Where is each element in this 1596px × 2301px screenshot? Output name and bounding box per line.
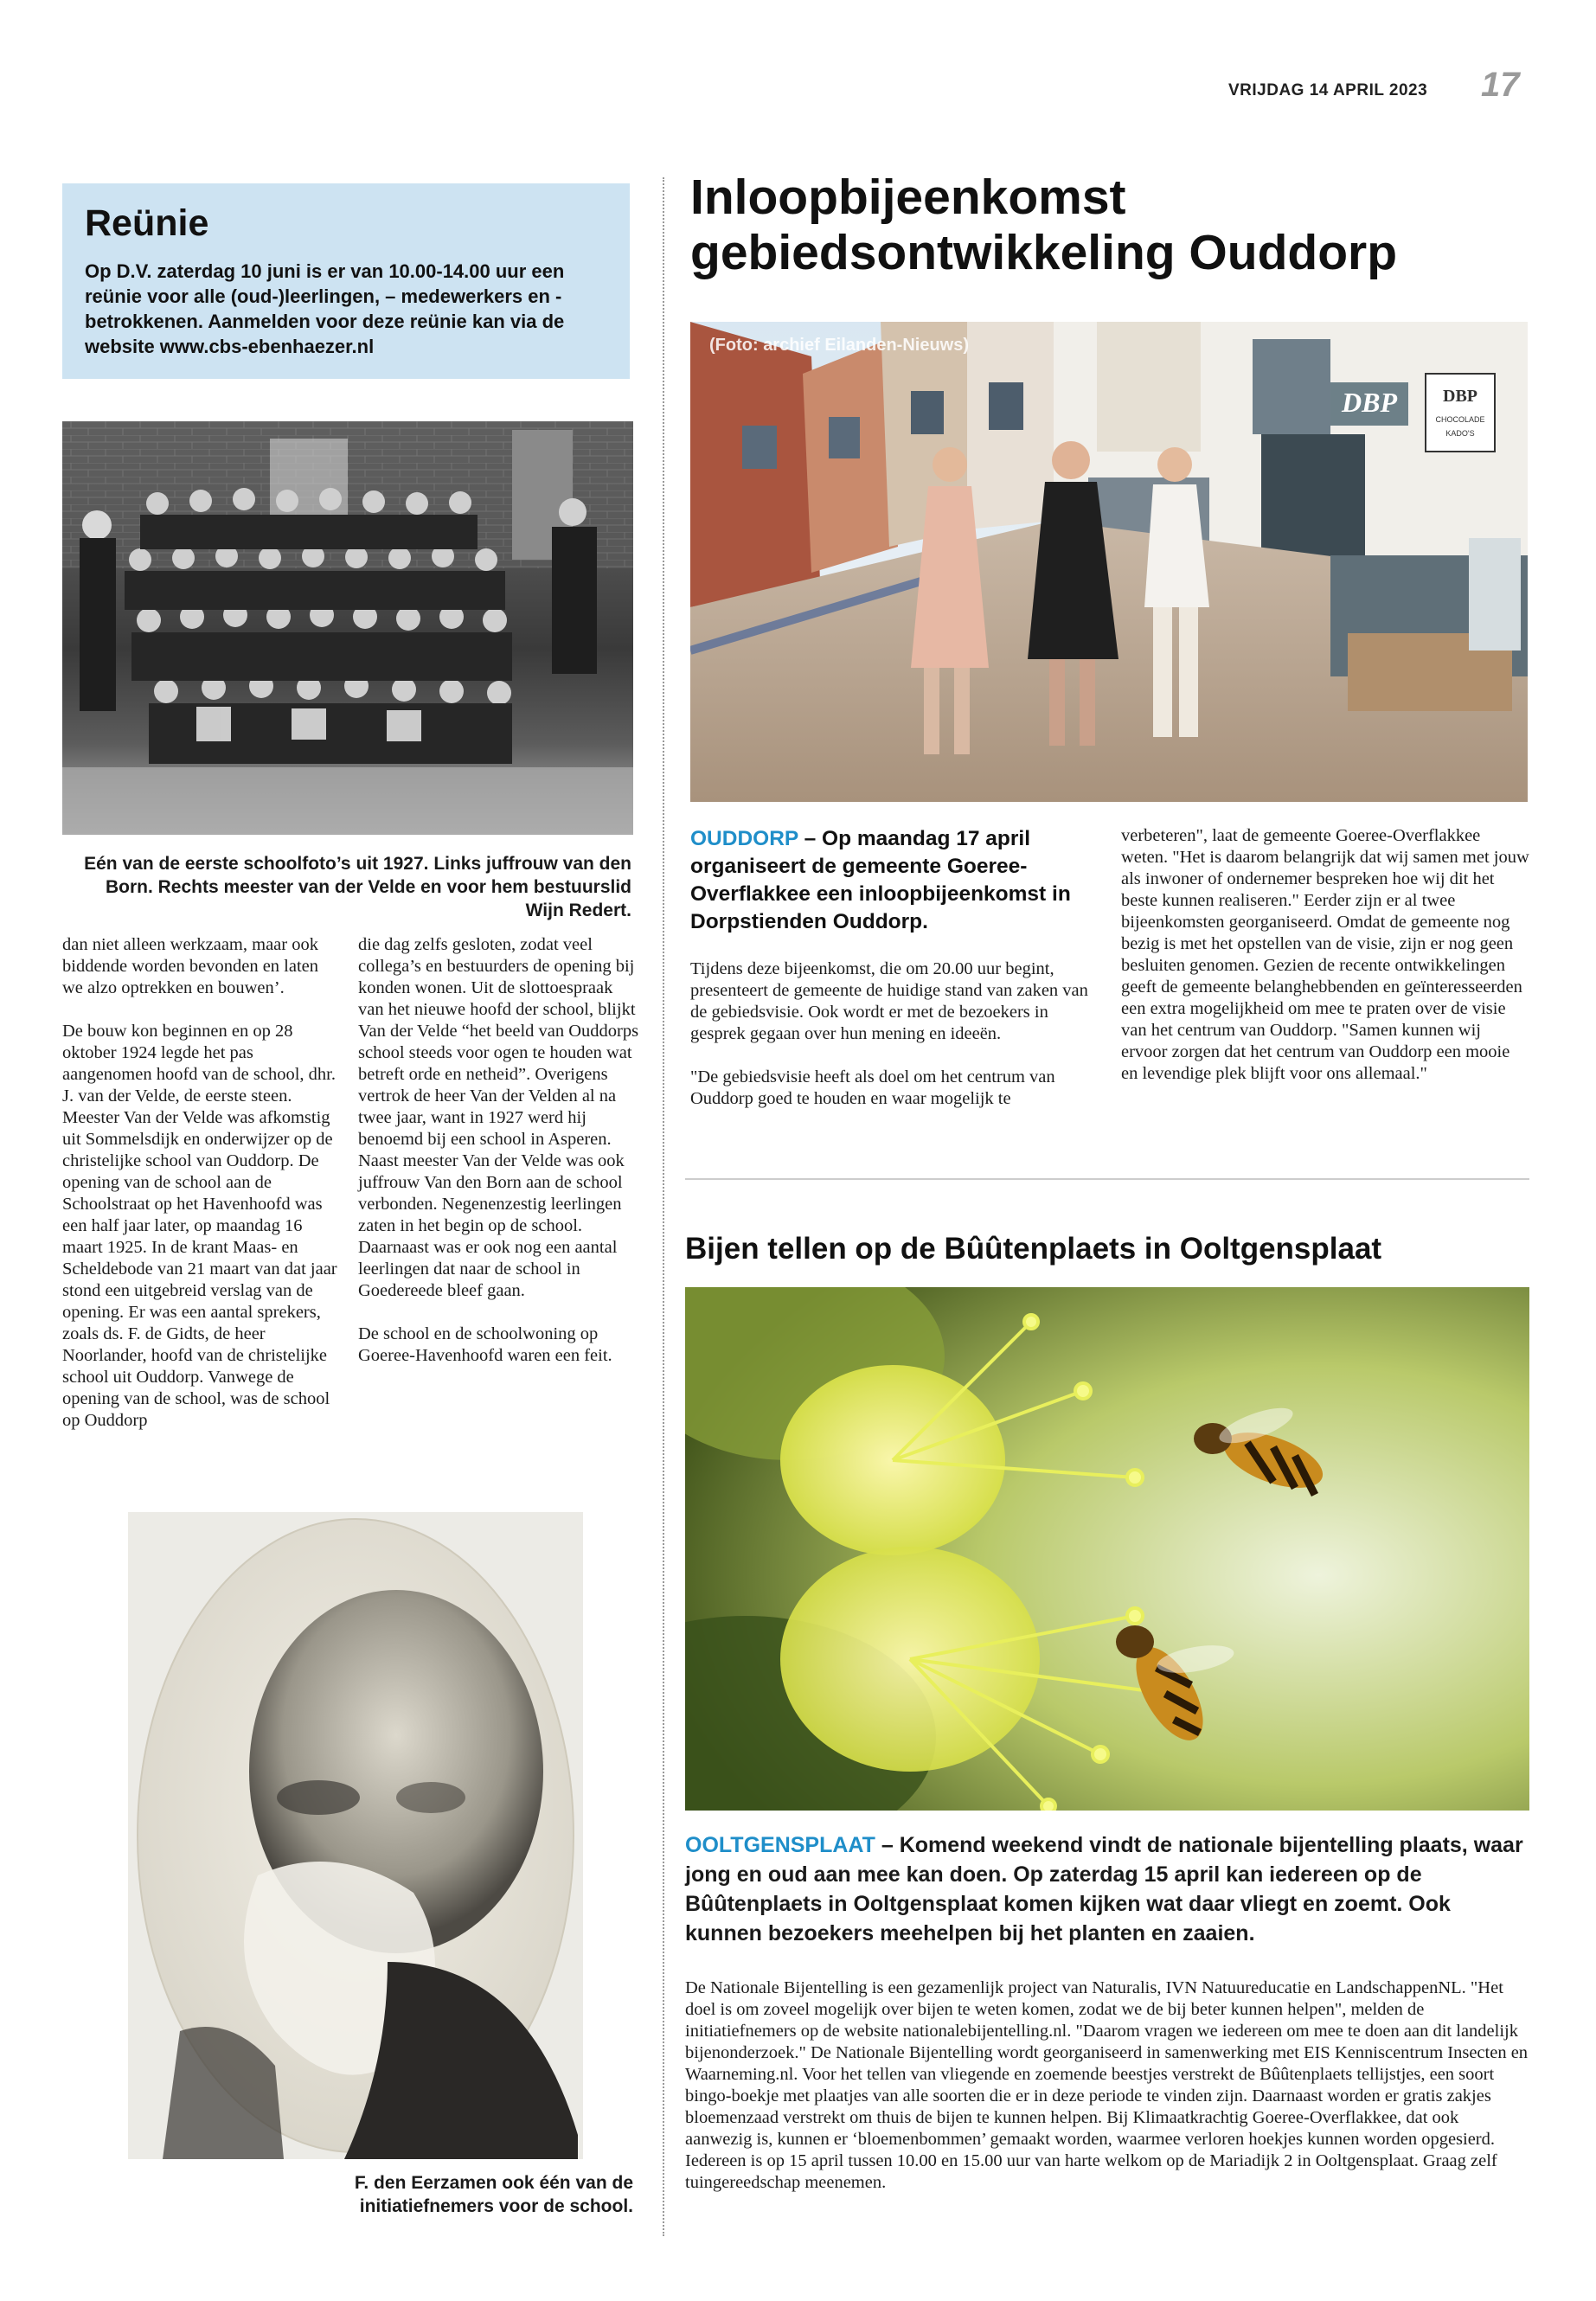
inloop-paragraph: verbeteren", laat de gemeente Goeree-Overflakkee weten. "Het is daarom belangrijk dat wij samen met jouw als inwoner of ondernemer bespreken hoe wij dit het beste kunnen realiseren." Eerder zijn er al twee bijeenkomsten georganiseerd. Omdat de gemeente nog bezig is met het opstellen van de visie, zijn er nog geen besluiten genomen. Gezien de recente ontwikkelingen geeft de gemeente belanghebbenden en geïnteresseerden een extra mogelijkheid om mee te praten over de visie van het centrum van Ouddorp. "Samen kunnen wij ervoor zorgen dat het centrum van Ouddorp een mooie en levendige plek blijft voor ons allemaal."	[1121, 826, 1529, 1083]
school-paragraph: dan niet alleen werkzaam, maar ook biddende worden bevonden en laten we alzo optrekken en bouwen’.	[62, 935, 319, 997]
school-article-column-1	[62, 934, 343, 1453]
page-number: 17	[1481, 66, 1520, 104]
school-paragraph: De bouw kon beginnen en op 28 oktober 1924 legde het pas aangenomen hoofd van de school, dhr. J. van der Velde, de eerste steen. Meester Van der Velde was afkomstig uit Sommelsdijk en onderwijzer op de christelijke school van Ouddorp. De opening van de school aan de Schoolstraat op het Havenhoofd was een half jaar later, op maandag 16 maart 1925. In de krant Maas- en Scheldebode van 21 maart van dat jaar stond een uitgebreid verslag van de opening. Er was een aantal sprekers, zoals ds. F. de Gidts, de heer Noorlander, hoofd van de christelijke school uit Ouddorp. Vanwege de opening van de school, was de school op Ouddorp	[62, 1022, 337, 1430]
bee-body: De Nationale Bijentelling is een gezamenlijk project van Naturalis, IVN Natuureducatie en LandschappenNL. "Het doel is om zoveel mogelijk over bijen te weten komen, zodat we de bij beter kunnen helpen", melden de initiatiefnemers op de website nationalebijentelling.nl. "Daarom vragen we iedereen om mee te doen aan dit landelijk bijenonderzoek." De Nationale Bijentelling wordt georganiseerd in samenwerking met EIS Kenniscentrum Insecten en Waarneming.nl. Voor het tellen van vliegende en zoemende beestjes verstrekt de Bûûtenplaets tellijstjes, een soort bingo-boekje met plaatjes van alle soorten die er in deze periode te vinden zijn. Daarnaast worden er gratis zakjes bloemenzaad verstrekt om thuis de bijen te kunnen helpen. Bij Klimaatkrachtig Goeree-Overflakkee, dat ook aanwezig is, kunnen er ‘bloemenbommen’ gemaakt worden, waarmee verloren hoekjes kunnen worden opgesierd. Iedereen is op 15 april tussen 10.00 en 15.00 uur van harte welkom op de Mariadijk 2 in Ooltgensplaat. Graag zelf tuingereedschap meenemen.	[685, 1978, 1529, 2192]
bee-kicker: OOLTGENSPLAAT	[685, 1833, 875, 1857]
shop-sign-text: CHOCOLADE	[1435, 415, 1485, 424]
article-divider	[685, 1178, 1529, 1180]
school-article-column-2	[358, 934, 639, 1388]
shop-sign-text: DBP	[1443, 387, 1477, 406]
inloop-article-column-1	[690, 825, 1097, 1131]
inloop-kicker: OUDDORP	[690, 827, 798, 850]
issue-date: VRIJDAG 14 APRIL 2023	[1228, 81, 1428, 99]
inloop-lead-text: – Op maandag 17 april organiseert de gemeente Goeree-Overflakkee een inloopbijeenkomst in Dorpstienden Ouddorp.	[690, 827, 1071, 933]
portrait-caption: F. den Eerzamen ook één van de initiatiefnemers voor de school.	[354, 2173, 633, 2216]
photo-credit: (Foto: archief Eilanden-Nieuws)	[709, 336, 970, 355]
bee-lead-text: – Komend weekend vindt de nationale bijentelling plaats, waar jong en oud aan mee kan doen. Op zaterdag 15 april kan iedereen op de Bûûtenplaets in Ooltgensplaat komen kijken wat daar vliegt en zoemt. Ook kunnen bezoekers meehelpen bij het planten en zaaien.	[685, 1833, 1523, 1945]
shop-sign-text: DBP	[1342, 387, 1397, 418]
inloop-article-title: Inloopbijeenkomst gebiedsontwikkeling Ouddorp	[690, 170, 1398, 280]
bee-photo	[685, 1287, 1529, 1811]
portrait-photo	[128, 1512, 583, 2159]
street-photo	[690, 322, 1528, 802]
inloop-paragraph: "De gebiedsvisie heeft als doel om het centrum van Ouddorp goed te houden en waar mogelijk te	[690, 1067, 1055, 1108]
bee-lead	[685, 1830, 1529, 1948]
column-separator	[663, 177, 664, 2236]
school-paragraph: die dag zelfs gesloten, zodat veel collega’s en bestuurders de opening bij konden wonen. Uit de slottoespraak van het nieuwe hoofd der school, blijkt Van der Velde “het beeld van Ouddorps school steeds voor ogen te houden wat betreft orde en netheid”. Overigens vertrok de heer Van der Velden al na twee jaar, want in 1927 werd hij benoemd bij een school in Asperen. Naast meester Van der Velde was ook juffrouw Van den Born aan de school verbonden. Negenenzestig leerlingen zaten in het begin op de school. Daarnaast was er ook nog een aantal leerlingen dat naar de school in Goedereede bleef gaan.	[358, 935, 639, 1300]
shop-sign-text: KADO'S	[1445, 429, 1475, 438]
reunie-text: Op D.V. zaterdag 10 juni is er van 10.00-14.00 uur een reünie voor alle (oud-)leerlingen, – medewerkers en -betrokkenen. Aanmelden voor deze reünie kan via de website www.cbs-ebenhaezer.nl	[85, 260, 565, 357]
school-paragraph: De school en de schoolwoning op Goeree-Havenhoofd waren een feit.	[358, 1324, 612, 1365]
school-photo-caption: Eén van de eerste schoolfoto’s uit 1927. Links juffrouw van den Born. Rechts meester van der Velde en voor hem bestuurslid Wijn Redert.	[84, 854, 631, 920]
bee-article-title: Bijen tellen op de Bûûtenplaets in Ooltgensplaat	[685, 1232, 1382, 1266]
reunie-box	[62, 183, 630, 379]
school-class-photo	[62, 421, 633, 835]
inloop-paragraph: Tijdens deze bijeenkomst, die om 20.00 uur begint, presenteert de gemeente de huidige stand van zaken van de gebiedsvisie. Ook wordt er met de bezoekers in gesprek gegaan over hun mening en ideeën.	[690, 959, 1088, 1043]
reunie-title: Reünie	[85, 202, 209, 244]
inloop-lead	[690, 825, 1097, 936]
inloop-article-column-2	[1121, 825, 1529, 1106]
people-walking	[911, 441, 1209, 754]
